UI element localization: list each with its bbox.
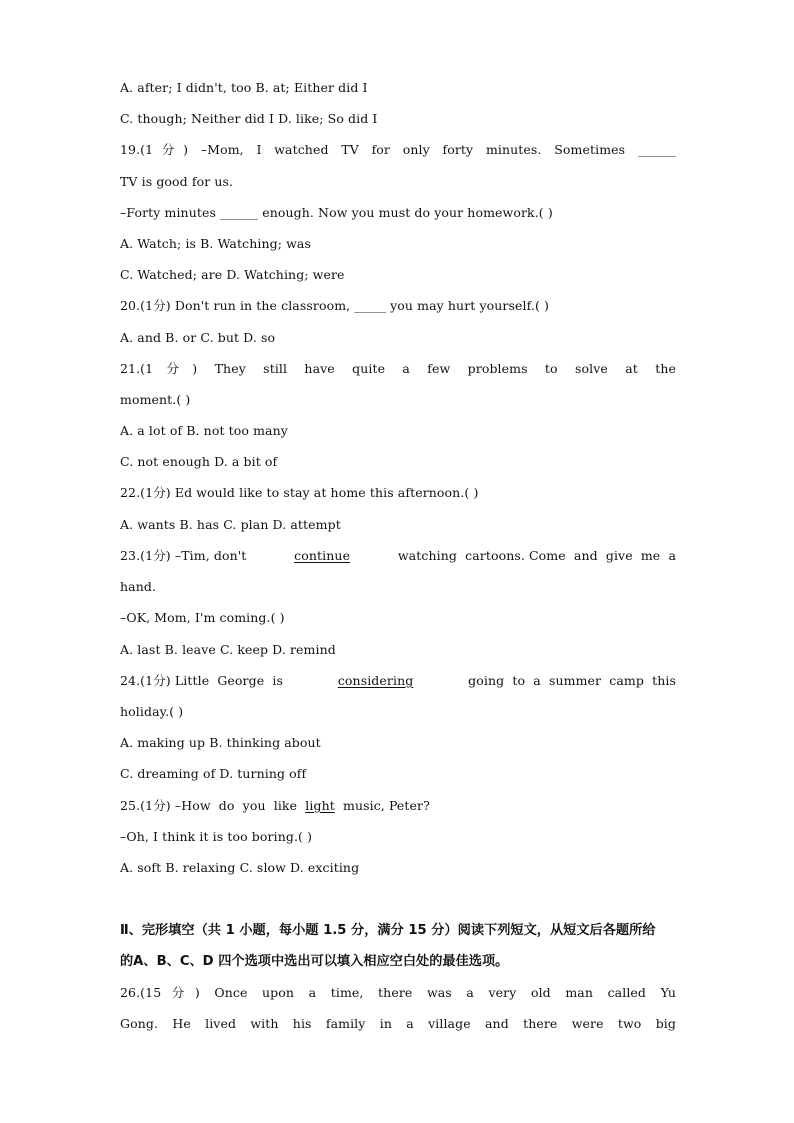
q22-stem: 22.(1分) Ed would like to stay at home this afternoon.( ) [120, 485, 479, 500]
q24-underlined-word: considering [337, 673, 414, 688]
q19-stem-line-1: 19.(1分) –Mom, I watched TV for only forty minutes. Sometimes ______ [120, 142, 676, 157]
q24-stem-line-2: holiday.( ) [120, 704, 184, 719]
q19-options-1: A. Watch; is B. Watching; was [120, 236, 311, 251]
q26-passage-line-2: Gong. He lived with his family in a village and there were two big [120, 1016, 676, 1031]
q26-passage-line-1: 26.(15分) Once upon a time, there was a very old man called Yu [120, 985, 676, 1000]
q25-options: A. soft B. relaxing C. slow D. exciting [120, 860, 360, 875]
q23-stem-line-1 [120, 546, 676, 566]
q20-stem: 20.(1分) Don't run in the classroom, _____ you may hurt yourself.( ) [120, 298, 549, 313]
q25-stem-line-2: –Oh, I think it is too boring.( ) [120, 829, 313, 844]
q23-underlined-word: continue [294, 548, 351, 563]
q25-prefix: 25.(1分) –How do you like [120, 798, 306, 813]
q23-stem-line-3: –OK, Mom, I'm coming.( ) [120, 610, 285, 625]
section-heading-line-1: Ⅱ、完形填空（共 1 小题，每小题 1.5 分，满分 15 分）阅读下列短文，从短文后各题所给 [120, 923, 656, 938]
q24-options-2: C. dreaming of D. turning off [120, 766, 307, 781]
q25-suffix: music, Peter? [334, 798, 430, 813]
q24-stem-line-1 [120, 671, 676, 691]
q21-stem-line-1: 21.(1分) They still have quite a few problems to solve at the [120, 361, 676, 376]
q19-stem-line-2: TV is good for us. [120, 174, 234, 189]
q21-stem-line-2: moment.( ) [120, 392, 191, 407]
q23-options: A. last B. leave C. keep D. remind [120, 642, 336, 657]
q24-prefix: 24.(1分) Little George is [120, 673, 292, 688]
q24-suffix: going to a summer camp this [460, 673, 676, 688]
q24-options-1: A. making up B. thinking about [120, 735, 321, 750]
q25-underlined-word: light [305, 798, 335, 813]
q22-options: A. wants B. has C. plan D. attempt [120, 517, 341, 532]
q19-options-2: C. Watched; are D. Watching; were [120, 267, 345, 282]
q18-option-line-2: C. though; Neither did I D. like; So did I [120, 111, 378, 126]
q18-option-line-1: A. after; I didn't, too B. at; Either did I [120, 80, 368, 95]
q23-stem-line-2: hand. [120, 579, 157, 594]
q23-suffix: watching cartoons. Come and give me a [389, 548, 676, 563]
q21-options-1: A. a lot of B. not too many [120, 423, 288, 438]
section-heading-line-2: 的A、B、C、D 四个选项中选出可以填入相应空白处的最佳选项。 [120, 954, 509, 969]
q20-options: A. and B. or C. but D. so [120, 330, 276, 345]
q23-prefix: 23.(1分) –Tim, don't [120, 548, 255, 563]
q19-stem-line-3: –Forty minutes ______ enough. Now you must do your homework.( ) [120, 205, 553, 220]
q25-stem-line-1 [120, 796, 676, 816]
q21-options-2: C. not enough D. a bit of [120, 454, 278, 469]
